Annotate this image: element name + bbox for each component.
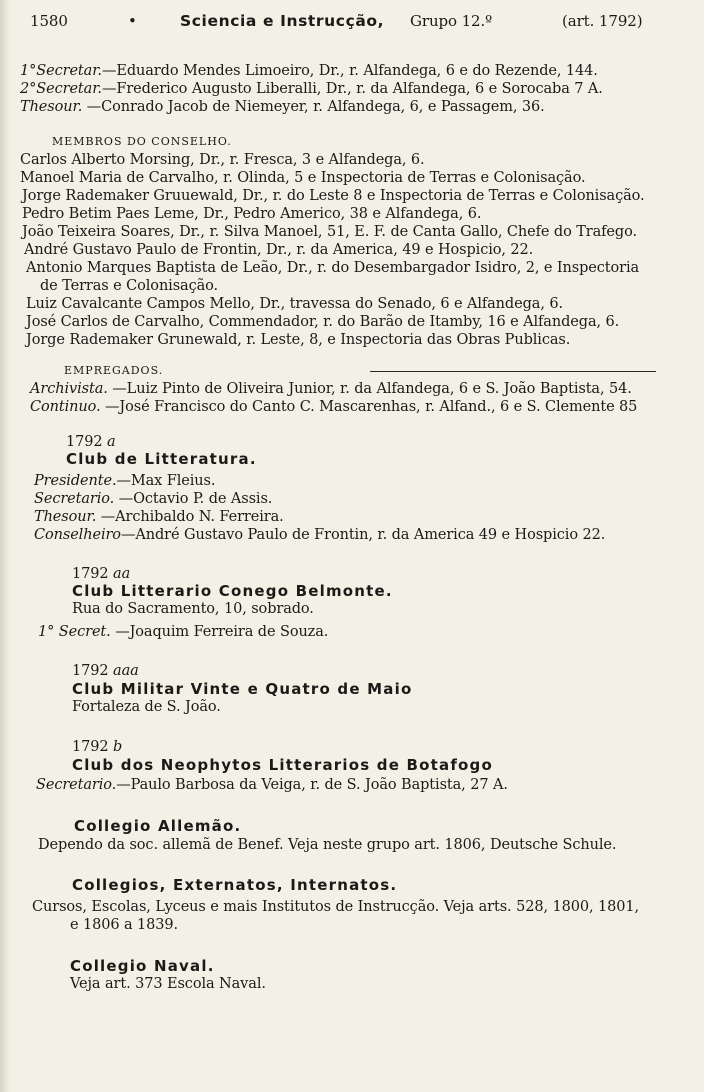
employee-text: —Luiz Pinto de Oliveira Junior, r. da Alfandega, 6 e S. João Baptista, 54. [112,381,632,397]
entry-role: Presidente. [34,473,117,489]
council-member: Jorge Rademaker Gruuewald, Dr., r. do Leste 8 e Inspectoria de Terras e Colonisação. [22,188,645,204]
entry-role: Secretario. [36,777,117,793]
entry-role: Conselheiro [34,527,121,543]
entry-title: Club Militar Vinte e Quatro de Maio [72,680,413,698]
officer-text: —Conrado Jacob de Niemeyer, r. Alfandega, 6, e Passagem, 36. [86,99,545,115]
group-label: Grupo 12.º [410,12,493,30]
entry-number [72,738,122,756]
employees-heading: EMPREGADOS. [64,364,164,377]
entry-line [34,472,215,490]
entry-text: —Joaquim Ferreira de Souza. [115,624,329,640]
entry-title: Club Litterario Conego Belmonte. [72,582,393,600]
officer-role: 2°Secretar. [20,81,102,97]
entry-text: Cursos, Escolas, Lyceus e mais Institutos de Instrucção. Veja arts. 528, 1800, 1801, [32,899,640,915]
employee-role: Continuo. [30,399,101,415]
entry-suffix: a [107,434,116,450]
council-member-cont: de Terras e Colonisação. [40,278,219,294]
entry-text: —Paulo Barbosa da Veiga, r. de S. João Baptista, 27 A. [116,777,508,793]
entry-address: Rua do Sacramento, 10, sobrado. [72,601,314,617]
entry-line [34,508,284,526]
officer-text: —Frederico Augusto Liberalli, Dr., r. da Alfandega, 6 e Sorocaba 7 A. [101,81,603,97]
council-member: Pedro Betim Paes Leme, Dr., Pedro Americo, 38 e Alfandega, 6. [22,206,482,222]
council-member: Luiz Cavalcante Campos Mello, Dr., travessa do Senado, 6 e Alfandega, 6. [26,296,563,312]
entry-text: Dependo da soc. allemã de Benef. Veja neste grupo art. 1806, Deutsche Schule. [38,837,617,853]
entry-text: —Octavio P. de Assis. [118,491,273,507]
employee-role: Archivista. [30,381,108,397]
officer-line [20,98,545,116]
council-member: André Gustavo Paulo de Frontin, Dr., r. da America, 49 e Hospicio, 22. [24,242,534,258]
employee-line [30,380,632,398]
article-label: (art. 1792) [562,12,643,30]
employee-line [30,398,637,416]
council-member: José Carlos de Carvalho, Commendador, r. do Barão de Itamby, 16 e Alfandega, 6. [26,314,620,330]
entry-number-value: 1792 [66,434,103,450]
council-member: Antonio Marques Baptista de Leão, Dr., r. do Desembargador Isidro, 2, e Inspectoria [26,260,640,276]
entry-title: Collegios, Externatos, Internatos. [72,876,398,894]
entry-suffix: aaa [113,663,139,679]
entry-line [36,776,508,794]
entry-number-value: 1792 [72,566,109,582]
header-bullet: • [128,12,137,30]
council-member: Jorge Rademaker Grunewald, r. Leste, 8, e Inspectoria das Obras Publicas. [26,332,571,348]
entry-text: —Max Fleius. [116,473,216,489]
entry-number-value: 1792 [72,663,109,679]
entry-role: 1° Secret. [38,624,111,640]
section-title: Sciencia e Instrucção, [180,12,385,30]
entry-line [34,490,272,508]
officer-line [20,62,598,80]
officer-role: 1°Secretar. [20,63,102,79]
entry-role: Secretario. [34,491,115,507]
council-member: João Teixeira Soares, Dr., r. Silva Manoel, 51, E. F. de Canta Gallo, Chefe do Trafego. [22,224,637,240]
entry-address: Fortaleza de S. João. [72,699,221,715]
entry-suffix: aa [113,566,131,582]
entry-number [72,662,139,680]
entry-number-value: 1792 [72,739,109,755]
employee-text: —José Francisco do Canto C. Mascarenhas, r. Alfand., 6 e S. Clemente 85 [105,399,638,415]
entry-number [66,433,116,451]
entry-suffix: b [113,739,123,755]
entry-text-cont: e 1806 a 1839. [70,917,179,933]
officer-role: Thesour. [20,99,83,115]
council-member: Carlos Alberto Morsing, Dr., r. Fresca, 3 e Alfandega, 6. [20,152,425,168]
council-heading: MEMBROS DO CONSELHO. [52,135,232,148]
entry-role: Thesour. [34,509,97,525]
entry-text: —André Gustavo Paulo de Frontin, r. da America 49 e Hospicio 22. [120,527,606,543]
entry-text: Veja art. 373 Escola Naval. [70,976,266,992]
page-edge-shadow [0,0,10,1092]
entry-title: Collegio Naval. [70,957,215,975]
officer-text: —Eduardo Mendes Limoeiro, Dr., r. Alfandega, 6 e do Rezende, 144. [101,63,598,79]
officer-line [20,80,603,98]
entry-title: Collegio Allemão. [74,817,242,835]
page-number: 1580 [30,12,68,30]
entry-line [34,526,605,544]
divider-rule [370,371,656,372]
entry-number [72,565,130,583]
entry-line [38,623,328,641]
entry-title: Club de Litteratura. [66,450,257,468]
entry-title: Club dos Neophytos Litterarios de Botafogo [72,756,493,774]
entry-text: —Archibaldo N. Ferreira. [100,509,284,525]
council-member: Manoel Maria de Carvalho, r. Olinda, 5 e Inspectoria de Terras e Colonisação. [20,170,586,186]
